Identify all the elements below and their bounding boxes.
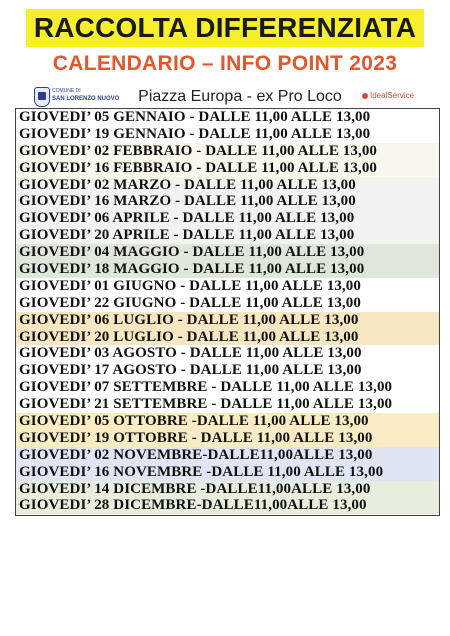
schedule-row: GIOVEDI’ 05 GENNAIO - DALLE 11,00 ALLE 13,00	[16, 109, 439, 126]
schedule-row: GIOVEDI’ 20 LUGLIO - DALLE 11,00 ALLE 13,00	[16, 329, 439, 346]
schedule-row: GIOVEDI’ 01 GIUGNO - DALLE 11,00 ALLE 13,00	[16, 278, 439, 295]
crest-icon	[34, 87, 50, 107]
schedule-row: GIOVEDI’ 19 OTTOBRE - DALLE 11,00 ALLE 13,00	[16, 430, 439, 447]
schedule-row: GIOVEDI’ 02 FEBBRAIO - DALLE 11,00 ALLE 13,00	[16, 143, 439, 160]
comune-name: SAN LORENZO NUOVO	[52, 96, 120, 102]
schedule-row: GIOVEDI’ 07 SETTEMBRE - DALLE 11,00 ALLE 13,00	[16, 379, 439, 396]
schedule-row: GIOVEDI’ 06 APRILE - DALLE 11,00 ALLE 13,00	[16, 210, 439, 227]
comune-logo	[34, 87, 124, 109]
service-logo-icon	[362, 93, 368, 99]
page-subtitle: CALENDARIO – INFO POINT 2023	[52, 52, 398, 75]
schedule-table	[15, 108, 440, 516]
schedule-row: GIOVEDI’ 17 AGOSTO - DALLE 11,00 ALLE 13,00	[16, 362, 439, 379]
page-title: RACCOLTA DIFFERENZIATA	[33, 12, 417, 43]
schedule-row: GIOVEDI’ 05 OTTOBRE -DALLE 11,00 ALLE 13,00	[16, 413, 439, 430]
schedule-row: GIOVEDI’ 16 MARZO - DALLE 11,00 ALLE 13,00	[16, 193, 439, 210]
service-logo	[362, 91, 414, 105]
schedule-row: GIOVEDI’ 21 SETTEMBRE - DALLE 11,00 ALLE 13,00	[16, 396, 439, 413]
schedule-row: GIOVEDI’ 06 LUGLIO - DALLE 11,00 ALLE 13,00	[16, 312, 439, 329]
schedule-row: GIOVEDI’ 20 APRILE - DALLE 11,00 ALLE 13,00	[16, 227, 439, 244]
location-text: Piazza Europa - ex Pro Loco	[138, 88, 342, 105]
service-logo-text: IdealService	[370, 91, 415, 100]
schedule-row: GIOVEDI’ 03 AGOSTO - DALLE 11,00 ALLE 13,00	[16, 345, 439, 362]
schedule-row: GIOVEDI’ 04 MAGGIO - DALLE 11,00 ALLE 13,00	[16, 244, 439, 261]
schedule-row: GIOVEDI’ 16 NOVEMBRE -DALLE 11,00 ALLE 13,00	[16, 464, 439, 481]
schedule-row: GIOVEDI’ 02 NOVEMBRE-DALLE11,00ALLE 13,00	[16, 447, 439, 464]
schedule-row: GIOVEDI’ 19 GENNAIO - DALLE 11,00 ALLE 13,00	[16, 126, 439, 143]
schedule-row: GIOVEDI’ 02 MARZO - DALLE 11,00 ALLE 13,00	[16, 177, 439, 194]
schedule-row: GIOVEDI’ 16 FEBBRAIO - DALLE 11,00 ALLE 13,00	[16, 160, 439, 177]
schedule-row: GIOVEDI’ 18 MAGGIO - DALLE 11,00 ALLE 13,00	[16, 261, 439, 278]
schedule-row: GIOVEDI’ 28 DICEMBRE-DALLE11,00ALLE 13,00	[16, 497, 439, 514]
schedule-row: GIOVEDI’ 22 GIUGNO - DALLE 11,00 ALLE 13,00	[16, 295, 439, 312]
schedule-row: GIOVEDI’ 14 DICEMBRE -DALLE11,00ALLE 13,00	[16, 481, 439, 498]
comune-label: COMUNE DI	[52, 88, 81, 94]
